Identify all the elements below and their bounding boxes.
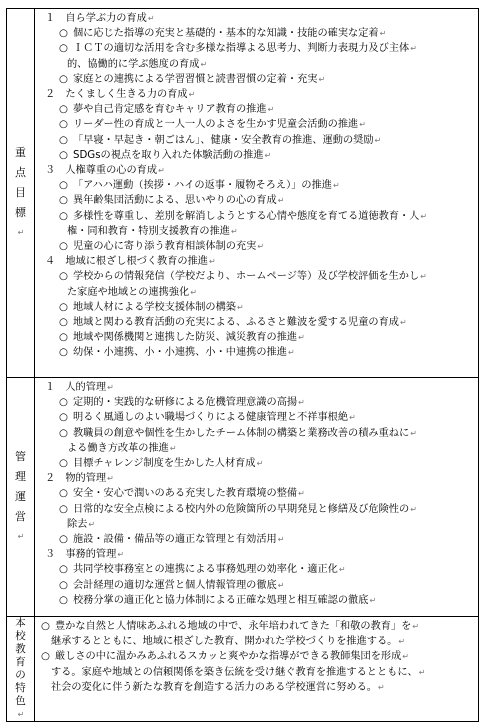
paragraph-mark-icon: ↵ — [298, 489, 305, 499]
line-text: 権・同和教育・特別支援教育の推進 — [67, 225, 230, 237]
paragraph-mark-icon: ↵ — [369, 595, 377, 605]
list-item — [41, 178, 474, 193]
line-text: 日常的な安全点検による校内外の危険箇所の早期発見と修繕及び危険性の — [73, 503, 410, 515]
line-text: 豊かな自然と人情味あふれる地域の中で、永年培われてきた「和敬の教育」を — [55, 621, 412, 632]
label-char: 重 — [15, 146, 26, 159]
paragraph-item — [41, 649, 474, 664]
list-item-continuation — [41, 441, 474, 456]
line-text: 校務分掌の適正化と協力体制による正確な処理と相互確認の徹底 — [73, 594, 369, 606]
paragraph-mark-icon: ↵ — [420, 211, 428, 221]
list-item — [41, 330, 474, 345]
bullet-circle-icon: ○ — [59, 28, 68, 40]
label-char: 校 — [15, 630, 26, 642]
paragraph-mark-icon: ↵ — [17, 710, 25, 719]
list-item-continuation — [41, 224, 474, 239]
paragraph-mark-icon: ↵ — [349, 413, 356, 423]
line-text: 幼保・小連携、小・小連携、小・中連携の推進 — [73, 347, 287, 359]
line-text: 異年齢集団活動による、思いやりの心の育成 — [73, 195, 277, 207]
paragraph-mark-icon: ↵ — [209, 257, 216, 267]
label-char: 管 — [15, 450, 26, 463]
label-char: 目 — [15, 186, 26, 199]
paragraph-mark-icon: ↵ — [418, 667, 426, 677]
line-text: ＩＣＴの適切な活用を含む多様な指導よる思考力、判断力表現力及び主体 — [73, 43, 410, 55]
list-item-continuation — [41, 285, 474, 300]
content-school-features — [35, 617, 479, 722]
paragraph-mark-icon: ↵ — [231, 226, 238, 236]
bullet-circle-icon: ○ — [59, 195, 68, 207]
line-text: 児童の心に寄り添う教育相談体制の充実 — [73, 241, 257, 253]
row-priority-goals — [7, 9, 479, 378]
bullet-circle-icon: ○ — [59, 332, 68, 344]
paragraph-mark-icon: ↵ — [332, 181, 340, 191]
label-school-features — [15, 617, 26, 721]
paragraph-item — [41, 619, 474, 634]
label-management — [15, 447, 26, 547]
line-text: 明るく風通しのよい職場づくりによる健康管理と不祥事根絶 — [73, 412, 349, 424]
content-management — [35, 378, 479, 617]
bullet-circle-icon: ○ — [59, 149, 68, 161]
list-item — [41, 102, 474, 117]
paragraph-mark-icon: ↵ — [17, 532, 25, 541]
line-text: SDGsの視点を取り入れた体験活動の推進 — [73, 149, 264, 161]
list-item — [41, 148, 474, 163]
line-text: ４ 地域に根ざし根づく教育の推進 — [45, 256, 208, 268]
section-heading — [41, 471, 474, 486]
row-management — [7, 378, 479, 617]
paragraph-mark-icon: ↵ — [318, 74, 326, 84]
line-text: １ 自ら学ぶ力の育成 — [45, 13, 147, 24]
list-item — [41, 345, 474, 360]
list-item — [41, 193, 474, 208]
label-cell-management — [7, 378, 35, 617]
list-item — [41, 300, 474, 315]
list-item-continuation — [41, 517, 474, 532]
bullet-circle-icon: ○ — [59, 458, 68, 470]
label-char: 運 — [15, 490, 26, 503]
bullet-circle-icon: ○ — [59, 43, 68, 55]
section-heading — [41, 547, 474, 562]
line-text: ２ 物的管理 — [45, 473, 107, 485]
paragraph-mark-icon: ↵ — [359, 120, 366, 130]
label-char: 色 — [15, 695, 26, 707]
paragraph-continuation — [41, 680, 474, 695]
label-char: 標 — [15, 206, 26, 219]
paragraph-mark-icon: ↵ — [400, 318, 407, 328]
paragraph-mark-icon: ↵ — [277, 580, 285, 590]
label-char: 本 — [15, 617, 26, 629]
list-item — [41, 502, 474, 517]
bullet-circle-icon: ○ — [59, 210, 68, 222]
line-text: する。家庭や地域との信頼関係を築き伝統を受け継ぐ教育を推進するとともに、 — [51, 666, 418, 678]
line-text: 地域人材による学校支援体制の構築 — [73, 301, 236, 313]
line-text: 厳しさの中に温かみあふれるスカッと爽やかな指導ができる教師集団を形成 — [55, 651, 402, 663]
line-text: 家庭との連携による学習習慣と読書習慣の定着・充実 — [73, 73, 318, 85]
list-item — [41, 532, 474, 547]
line-text: 社会の変化に伴う新たな教育を創造する活力のある学校運営に努める。 — [51, 681, 377, 693]
paragraph-mark-icon: ↵ — [17, 228, 25, 237]
list-item — [41, 426, 474, 441]
list-item — [41, 486, 474, 501]
bullet-circle-icon: ○ — [59, 412, 68, 424]
list-item — [41, 239, 474, 254]
paragraph-mark-icon: ↵ — [410, 504, 417, 514]
line-text: 地域と関わる教育活動の充実による、ふるさと難波を愛する児童の育成 — [73, 317, 399, 329]
bullet-circle-icon: ○ — [59, 301, 68, 313]
paragraph-mark-icon: ↵ — [158, 166, 165, 176]
label-char: 特 — [15, 682, 26, 694]
line-text: 目標チャレンジ制度を生かした人材育成 — [73, 458, 256, 470]
list-item — [41, 117, 474, 132]
bullet-circle-icon: ○ — [59, 534, 68, 546]
line-text: 夢や自己肯定感を育むキャリア教育の推進 — [73, 104, 267, 116]
bullet-circle-icon: ○ — [59, 271, 68, 283]
paragraph-mark-icon: ↵ — [420, 272, 427, 282]
line-text: １ 人的管理 — [45, 382, 107, 393]
label-char: 育 — [15, 656, 26, 668]
line-text: 地域や関係機関と連携した防災、減災教育の推進 — [73, 332, 298, 344]
line-text: 学校からの情報発信（学校だより、ホームページ等）及び学校評価を生かし — [73, 271, 420, 283]
list-item — [41, 410, 474, 425]
paragraph-mark-icon: ↵ — [402, 652, 409, 662]
paragraph-mark-icon: ↵ — [298, 333, 305, 343]
bullet-circle-icon: ○ — [59, 104, 68, 116]
section-heading — [41, 87, 474, 102]
bullet-circle-icon: ○ — [59, 119, 68, 131]
paragraph-mark-icon: ↵ — [267, 105, 275, 115]
paragraph-mark-icon: ↵ — [398, 637, 406, 647]
paragraph-continuation — [41, 665, 474, 680]
paragraph-mark-icon: ↵ — [277, 196, 285, 206]
paragraph-mark-icon: ↵ — [410, 44, 417, 54]
paragraph-mark-icon: ↵ — [264, 150, 272, 160]
line-text: リーダー性の育成と一人一人のよさを生かす児童会活動の推進 — [73, 119, 359, 131]
list-item — [41, 72, 474, 87]
bullet-circle-icon: ○ — [59, 180, 68, 192]
paragraph-mark-icon: ↵ — [410, 428, 417, 438]
label-priority-goals — [15, 143, 26, 243]
line-text: 「アハハ運動（挨拶・ハイの返事・履物そろえ）」の推進 — [73, 180, 332, 192]
bullet-circle-icon: ○ — [59, 347, 68, 359]
paragraph-mark-icon: ↵ — [298, 398, 305, 408]
line-text: 会計経理の適切な運営と個人情報管理の徹底 — [73, 579, 277, 591]
line-text: 「早寝・早起き・朝ごはん」、健康・安全教育の推進、運動の奨励 — [73, 134, 374, 146]
paragraph-continuation — [41, 634, 474, 649]
paragraph-mark-icon: ↵ — [237, 302, 244, 312]
list-item — [41, 26, 474, 41]
paragraph-mark-icon: ↵ — [200, 59, 208, 69]
paragraph-mark-icon: ↵ — [378, 682, 385, 692]
list-item-continuation — [41, 57, 474, 72]
section-heading — [41, 163, 474, 178]
row-school-features — [7, 617, 479, 722]
list-item — [41, 41, 474, 56]
line-text: ２ たくましく生きる力の育成 — [45, 89, 188, 101]
bullet-circle-icon: ○ — [59, 134, 68, 146]
paragraph-mark-icon: ↵ — [338, 565, 346, 575]
paragraph-mark-icon: ↵ — [107, 383, 114, 392]
paragraph-mark-icon: ↵ — [412, 622, 420, 631]
paragraph-mark-icon: ↵ — [147, 14, 155, 23]
bullet-circle-icon: ○ — [59, 594, 68, 606]
line-text: 施設・設備・備品等の適正な管理と有効活用 — [73, 534, 277, 546]
paragraph-mark-icon: ↵ — [117, 550, 125, 560]
list-item — [41, 269, 474, 284]
bullet-circle-icon: ○ — [59, 564, 68, 576]
paragraph-mark-icon: ↵ — [188, 90, 196, 100]
bullet-circle-icon: ○ — [59, 241, 68, 253]
label-char: 理 — [15, 470, 26, 483]
bullet-circle-icon: ○ — [59, 397, 68, 409]
paragraph-mark-icon: ↵ — [256, 459, 264, 469]
list-item — [41, 593, 474, 608]
bullet-circle-icon: ○ — [41, 621, 50, 632]
bullet-circle-icon: ○ — [59, 488, 68, 500]
line-text: 安全・安心で潤いのある充実した教育環境の整備 — [73, 488, 298, 500]
line-text: 共同学校事務室との連携による事務処理の効率化・適正化 — [73, 564, 338, 576]
content-priority-goals — [35, 9, 479, 378]
line-text: 継承するとともに、地域に根ざした教育、開かれた学校づくりを推進する。 — [51, 636, 398, 648]
section-heading — [41, 380, 474, 395]
label-char: 営 — [15, 510, 26, 523]
plan-table — [6, 8, 479, 722]
list-item — [41, 209, 474, 224]
paragraph-mark-icon: ↵ — [257, 242, 265, 252]
label-cell-priority-goals — [7, 9, 35, 378]
paragraph-mark-icon: ↵ — [107, 474, 114, 484]
paragraph-mark-icon: ↵ — [169, 443, 177, 453]
list-item — [41, 395, 474, 410]
paragraph-mark-icon: ↵ — [379, 29, 387, 39]
bullet-circle-icon: ○ — [59, 427, 68, 439]
label-cell-school-features — [7, 617, 35, 722]
line-text: ３ 事務的管理 — [45, 549, 117, 561]
line-text: 定期的・実践的な研修による危機管理意識の高揚 — [73, 397, 298, 409]
paragraph-mark-icon: ↵ — [374, 135, 382, 145]
paragraph-mark-icon: ↵ — [88, 519, 96, 529]
bullet-circle-icon: ○ — [41, 651, 50, 663]
line-text: 的、協働的に学ぶ態度の育成 — [67, 58, 200, 70]
label-char: 点 — [15, 166, 26, 179]
line-text: た家庭や地域との連携強化 — [67, 286, 190, 298]
line-text: ３ 人権尊重の心の育成 — [45, 165, 158, 177]
label-char: の — [15, 669, 26, 681]
bullet-circle-icon: ○ — [59, 579, 68, 591]
line-text: 教職員の創意や個性を生かしたチーム体制の構築と業務改善の積み重ねに — [73, 427, 410, 439]
bullet-circle-icon: ○ — [59, 73, 68, 85]
line-text: 個に応じた指導の充実と基礎的・基本的な知識・技能の確実な定着 — [73, 28, 379, 40]
list-item — [41, 456, 474, 471]
bullet-circle-icon: ○ — [59, 503, 68, 515]
list-item — [41, 133, 474, 148]
bullet-circle-icon: ○ — [59, 317, 68, 329]
line-text: 除去 — [67, 518, 88, 530]
list-item — [41, 578, 474, 593]
line-text: 多様性を尊重し、差別を解消しようとする心情や態度を育てる道徳教育・人 — [73, 210, 420, 222]
paragraph-mark-icon: ↵ — [190, 287, 197, 297]
label-char: 教 — [15, 643, 26, 655]
list-item — [41, 315, 474, 330]
section-heading — [41, 254, 474, 269]
section-heading — [41, 11, 474, 26]
paragraph-mark-icon: ↵ — [277, 535, 285, 545]
paragraph-mark-icon: ↵ — [287, 348, 295, 358]
line-text: よる働き方改革の推進 — [67, 442, 169, 454]
list-item — [41, 562, 474, 577]
